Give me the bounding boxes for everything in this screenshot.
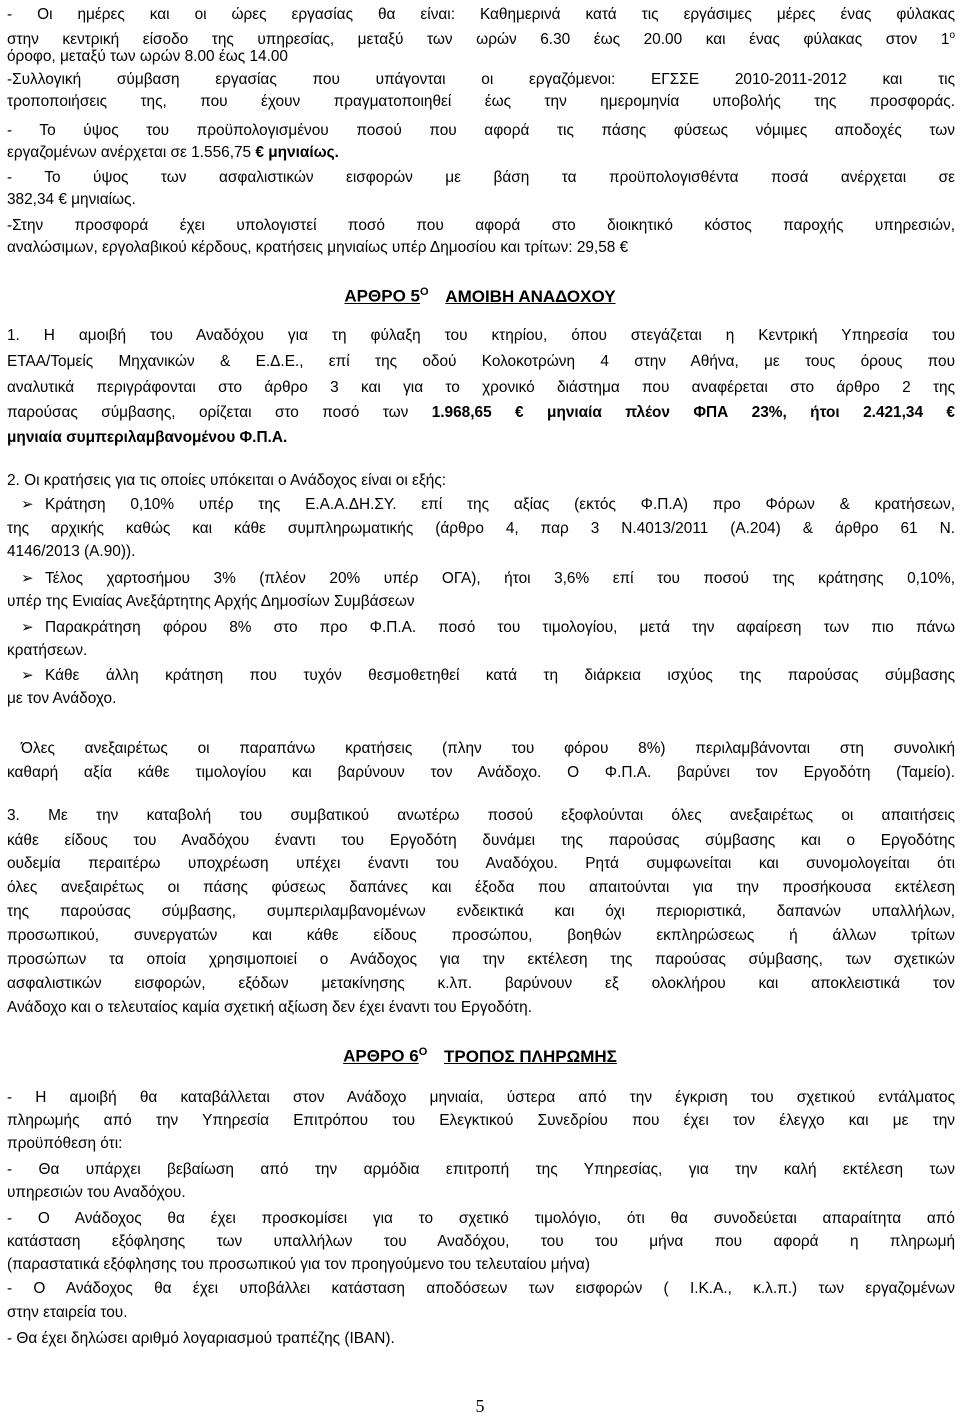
bullet-text: Τέλος χαρτοσήμου 3% (πλέον 20% υπέρ ΟΓΑ), ήτοι 3,6% επί του ποσού της κράτησης 0,10%, <box>45 570 955 587</box>
article-6-line: κατάσταση εξόφλησης των υπαλλήλων του Αναδόχου, του του μήνα που αφορά η πληρωμή <box>7 1233 955 1250</box>
article-6-title: ΤΡΟΠΟΣ ΠΛΗΡΩΜΗΣ <box>444 1046 617 1066</box>
article-5-heading <box>0 280 960 309</box>
intro-line: τροποποιήσεις της, που έχουν πραγματοποιηθεί έως την ημερομηνία υποβολής της προσφοράς. <box>7 93 955 110</box>
deduction-note: καθαρή αξία κάθε τιμολογίου και βαρύνουν τον Ανάδοχο. Ο Φ.Π.Α. βαρύνει τον Εργοδότη (Ταμείο). <box>7 764 955 781</box>
article-6-line: - Ο Ανάδοχος θα έχει προσκομίσει για το σχετικό τιμολόγιο, ότι θα συνοδεύεται απαραίτητα από <box>7 1210 955 1227</box>
intro-text: εργαζομένων ανέρχεται σε 1.556,75 <box>7 144 256 161</box>
article-6-line: πληρωμής από την Υπηρεσία Επιτρόπου του Ελεγκτικού Συνεδρίου που έχει τον έλεγχο και με την <box>7 1112 955 1129</box>
article-5-para-1: αναλυτικά περιγράφονται στο άρθρο 3 και για το χρονικό διάστημα που αναφέρεται στο άρθρο 2 της <box>7 379 955 396</box>
article-6-line: υπηρεσιών του Αναδόχου. <box>7 1184 186 1201</box>
deduction-bullet-2 <box>7 568 955 589</box>
article-6-line: προϋπόθεση ότι: <box>7 1135 123 1152</box>
bullet-text: Κάθε άλλη κράτηση που τυχόν θεσμοθετηθεί κατά τη διάρκεια ισχύος της παρούσας σύμβασης <box>45 667 955 684</box>
page-number: 5 <box>475 1396 485 1416</box>
article-6-line: - Ο Ανάδοχος θα έχει υποβάλλει κατάσταση αποδόσεων των εισφορών ( Ι.Κ.Α., κ.λ.π.) των εργαζομένων <box>7 1280 955 1297</box>
article-5-para-1: 1. Η αμοιβή του Αναδόχου για τη φύλαξη του κτηρίου, όπου στεγάζεται η Κεντρική Υπηρεσία του <box>7 327 955 344</box>
article-5-title: ΑΜΟΙΒΗ ΑΝΑΔΟΧΟΥ <box>445 286 616 306</box>
arrowhead-bullet-icon: ➢ <box>21 570 34 587</box>
article-6-line: - Θα υπάρχει βεβαίωση από την αρμόδια επιτροπή της Υπηρεσίας, για την καλή εκτέλεση των <box>7 1161 955 1178</box>
monthly-amount: € μηνιαίως. <box>255 144 339 161</box>
note-text: Όλες ανεξαιρέτως οι παραπάνω κρατήσεις (πλην του φόρου 8%) περιλαμβάνονται στη συνολική <box>21 740 955 757</box>
deduction-bullet-1: 4146/2013 (Α.90)). <box>7 543 136 560</box>
bullet-text: Παρακράτηση φόρου 8% στο προ Φ.Π.Α. ποσό του τιμολογίου, μετά την αφαίρεση των πιο πάνω <box>45 619 955 636</box>
article-5-para-1 <box>7 402 955 423</box>
intro-line: -Στην προσφορά έχει υπολογιστεί ποσό που αφορά στο διοικητικό κόστος παροχής υπηρεσιών, <box>7 217 955 234</box>
article-5-para-1: μηνιαία συμπεριλαμβανομένου Φ.Π.Α. <box>7 429 288 446</box>
intro-line: όροφο, μεταξύ των ωρών 8.00 έως 14.00 <box>7 48 288 65</box>
deduction-bullet-1 <box>7 494 955 515</box>
deduction-bullet-1: της αρχικής καθώς και κάθε συμπληρωματικής (άρθρο 4, παρ 3 Ν.4013/2011 (Α.204) & άρθρο 61 Ν. <box>7 520 955 537</box>
intro-line <box>7 142 955 163</box>
bullet-text: Κράτηση 0,10% υπέρ της Ε.Α.Α.ΔΗ.ΣΥ. επί της αξίας (εκτός Φ.Π.Α) προ Φόρων & κρατήσεων, <box>45 496 955 513</box>
article-5-para-2: 2. Οι κρατήσεις για τις οποίες υπόκειται ο Ανάδοχος είναι οι εξής: <box>7 472 447 489</box>
article-5-para-3: προσωπικού, συνεργατών και κάθε είδους προσώπου, βοηθών εκπληρώσεως ή άλλων τρίτων <box>7 927 955 944</box>
article-5-para-3: όλες ανεξαιρέτως οι πάσης φύσεως δαπάνες και έξοδα που απαιτούνται για την προσήκουσα εκτέλεση <box>7 879 955 896</box>
fee-amount: 1.968,65 € μηνιαία πλέον ΦΠΑ 23%, ήτοι 2.421,34 € <box>431 404 955 421</box>
article-5-superscript: Ο <box>420 286 429 298</box>
article-6-line: - Η αμοιβή θα καταβάλλεται στον Ανάδοχο μηνιαία, ύστερα από την έγκριση του σχετικού εντάλματος <box>7 1089 955 1106</box>
article-5-para-3: κάθε είδους του Αναδόχου έναντι του Εργοδότη δυνάμει της παρούσας σύμβασης και ο Εργοδότης <box>7 832 955 849</box>
intro-line: αναλώσιμων, εργολαβικού κέρδους, κρατήσεις μηνιαίως υπέρ Δημοσίου και τρίτων: 29,58 € <box>7 239 629 256</box>
article-5-number: ΑΡΘΡΟ 5 <box>344 286 420 306</box>
arrowhead-bullet-icon: ➢ <box>21 667 34 684</box>
article-5-para-3: ουδεμία περαιτέρω υποχρέωση υπέχει έναντι του Αναδόχου. Ρητά συμφωνείται και συνομολογείται ότι <box>7 855 955 872</box>
intro-line: -Συλλογική σύμβαση εργασίας που υπάγονται οι εργαζόμενοι: ΕΓΣΣΕ 2010-2011-2012 και τις <box>7 71 955 88</box>
floor-superscript: ο <box>949 30 955 41</box>
deduction-bullet-3 <box>7 617 955 638</box>
intro-line: - Οι ημέρες και οι ώρες εργασίας θα είναι: Καθημερινά κατά τις εργάσιμες μέρες ένας φύλακας <box>7 6 955 23</box>
article-5-para-3: 3. Με την καταβολή του συμβατικού ανωτέρω ποσού εξοφλούνται όλες ανεξαιρέτως οι απαιτήσεις <box>7 807 955 824</box>
article-6-superscript: Ο <box>418 1046 428 1058</box>
article-5-para-1: ΕΤΑΑ/Τομείς Μηχανικών & Ε.Δ.Ε., επί της οδού Κολοκοτρώνη 4 στην Αθήνα, με τους όρους που <box>7 353 955 370</box>
article-6-line: - Θα έχει δηλώσει αριθμό λογαριασμού τραπέζης (IBAN). <box>7 1330 395 1347</box>
article-6-line: (παραστατικά εξόφλησης του προσωπικού για τον προηγούμενο του τελευταίου μήνα) <box>7 1256 590 1273</box>
article-5-para-3: ασφαλιστικών εισφορών, εξόδων μετακίνησης κ.λπ. βαρύνουν εξ ολοκλήρου και αποκλειστικά τον <box>7 975 955 992</box>
article-6-line: στην εταιρεία του. <box>7 1304 128 1321</box>
arrowhead-bullet-icon: ➢ <box>21 496 34 513</box>
article-6-number: ΑΡΘΡΟ 6 <box>343 1046 419 1066</box>
deduction-bullet-4 <box>7 665 955 686</box>
para-text: παρούσας σύμβασης, ορίζεται στο ποσό των <box>7 404 432 421</box>
deduction-bullet-3: κρατήσεων. <box>7 642 88 659</box>
article-5-para-3: Ανάδοχο και ο τελευταίος καμία σχετική αξίωση δεν έχει έναντι του Εργοδότη. <box>7 999 533 1016</box>
deduction-note <box>7 738 955 759</box>
intro-line: 382,34 € μηνιαίως. <box>7 191 136 208</box>
intro-line: - Το ύψος των ασφαλιστικών εισφορών με βάση τα προϋπολογισθέντα ποσά ανέρχεται σε <box>7 169 955 186</box>
article-5-para-3: προσώπων τα οποία χρησιμοποιεί ο Ανάδοχος για την εκτέλεση της παρούσας σύμβασης, των σχετικών <box>7 951 955 968</box>
article-5-para-3: της παρούσας σύμβασης, συμπεριλαμβανομένων ενδεικτικά και όχι περιοριστικά, δαπανών υπαλλήλων, <box>7 903 955 920</box>
article-6-heading <box>0 1040 960 1069</box>
deduction-bullet-4: με τον Ανάδοχο. <box>7 690 117 707</box>
deduction-bullet-2: υπέρ της Ενιαίας Ανεξάρτητης Αρχής Δημοσίων Συμβάσεων <box>7 593 415 610</box>
intro-line: - Το ύψος του προϋπολογισμένου ποσού που αφορά τις πάσης φύσεως νόμιμες αποδοχές των <box>7 122 955 139</box>
arrowhead-bullet-icon: ➢ <box>21 619 34 636</box>
intro-text: στην κεντρική είσοδο της υπηρεσίας, μεταξύ των ωρών 6.30 έως 20.00 και ένας φύλακας στον 1 <box>7 31 950 49</box>
